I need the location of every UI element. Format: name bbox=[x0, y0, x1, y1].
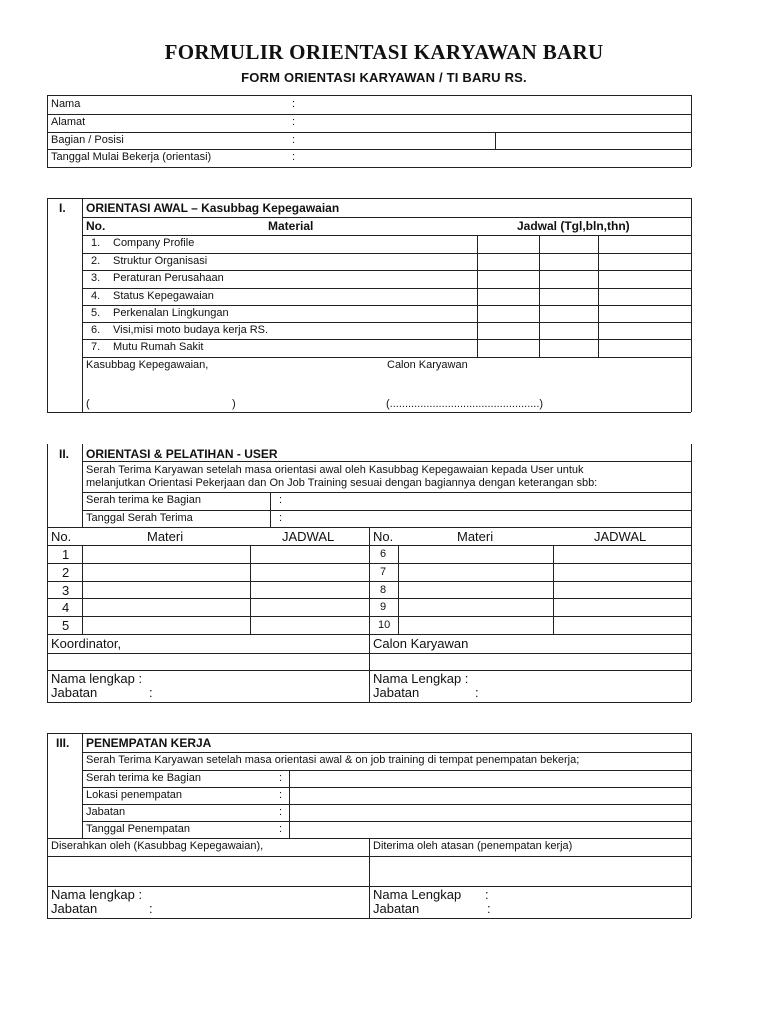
field-label-jabatan: Jabatan bbox=[373, 901, 420, 916]
colon: : bbox=[292, 134, 296, 146]
section-description-line2: melanjutkan Orientasi Pekerjaan dan On Job Training sesuai dengan bagiannya dengan keterangan sbb: bbox=[86, 477, 598, 489]
row-number: 1 bbox=[62, 547, 70, 562]
colon: : bbox=[149, 901, 153, 916]
section-description: Serah Terima Karyawan setelah masa orientasi awal & on job training di tempat penempatan bekerja; bbox=[86, 754, 580, 766]
section-description-line1: Serah Terima Karyawan setelah masa orientasi awal oleh Kasubbag Kepegawaian kepada User untuk bbox=[86, 464, 584, 476]
item-number: 3. bbox=[91, 272, 101, 284]
colon: : bbox=[292, 98, 296, 110]
colon: : bbox=[279, 512, 283, 524]
row-number: 6 bbox=[380, 548, 387, 560]
item-number: 4. bbox=[91, 290, 101, 302]
colon: : bbox=[279, 494, 283, 506]
item-number: 6. bbox=[91, 324, 101, 336]
row-number: 8 bbox=[380, 584, 387, 596]
column-header-jadwal: JADWAL bbox=[282, 529, 335, 544]
signature-label-diterima: Diterima oleh atasan (penempatan kerja) bbox=[373, 840, 573, 852]
field-label-jabatan: Jabatan bbox=[51, 685, 98, 700]
field-label-lokasi: Lokasi penempatan bbox=[86, 789, 183, 801]
item-number: 2. bbox=[91, 255, 101, 267]
column-header-no: No. bbox=[86, 219, 106, 233]
signature-paren-open: ( bbox=[86, 398, 90, 410]
signature-label-diserahkan: Diserahkan oleh (Kasubbag Kepegawaian), bbox=[51, 840, 264, 852]
row-number: 10 bbox=[378, 619, 391, 631]
identity-label-bagian: Bagian / Posisi bbox=[51, 134, 124, 146]
field-label-serah-terima: Serah terima ke Bagian bbox=[86, 772, 201, 784]
signature-paren-close: ) bbox=[232, 398, 236, 410]
signature-label-koordinator: Koordinator, bbox=[51, 636, 122, 651]
field-label-nama-lengkap: Nama Lengkap bbox=[373, 887, 462, 902]
row-number: 4 bbox=[62, 600, 70, 615]
section-number: III. bbox=[56, 736, 70, 750]
identity-label-alamat: Alamat bbox=[51, 116, 86, 128]
field-label-tanggal-serah: Tanggal Serah Terima bbox=[86, 512, 193, 524]
field-label-nama-lengkap: Nama Lengkap : bbox=[373, 671, 469, 686]
item-number: 5. bbox=[91, 307, 101, 319]
section-number: I. bbox=[59, 201, 66, 215]
column-header-materi: Materi bbox=[147, 529, 184, 544]
item-label: Perkenalan Lingkungan bbox=[113, 307, 229, 319]
signature-dotted-line: (.................................................) bbox=[386, 398, 544, 410]
field-label-serah-terima: Serah terima ke Bagian bbox=[86, 494, 201, 506]
item-number: 7. bbox=[91, 341, 101, 353]
section-number: II. bbox=[59, 447, 70, 461]
field-label-nama-lengkap: Nama lengkap : bbox=[51, 671, 143, 686]
field-label-nama-lengkap: Nama lengkap : bbox=[51, 887, 143, 902]
form-subtitle: FORM ORIENTASI KARYAWAN / TI BARU RS. bbox=[241, 70, 527, 85]
field-label-jabatan: Jabatan bbox=[51, 901, 98, 916]
field-label-tanggal-penempatan: Tanggal Penempatan bbox=[86, 823, 190, 835]
column-header-material: Material bbox=[268, 219, 314, 233]
section-title: ORIENTASI & PELATIHAN - USER bbox=[86, 447, 278, 461]
column-header-jadwal: JADWAL bbox=[594, 529, 647, 544]
section-title: ORIENTASI AWAL – Kasubbag Kepegawaian bbox=[86, 201, 340, 215]
colon: : bbox=[149, 685, 153, 700]
identity-label-nama: Nama bbox=[51, 98, 81, 110]
column-header-materi: Materi bbox=[457, 529, 494, 544]
item-label: Peraturan Perusahaan bbox=[113, 272, 224, 284]
row-number: 9 bbox=[380, 601, 387, 613]
item-label: Struktur Organisasi bbox=[113, 255, 208, 267]
form-title: FORMULIR ORIENTASI KARYAWAN BARU bbox=[164, 40, 604, 64]
column-header-jadwal: Jadwal (Tgl,bln,thn) bbox=[517, 219, 630, 233]
colon: : bbox=[487, 901, 491, 916]
item-number: 1. bbox=[91, 237, 101, 249]
column-header-no: No. bbox=[51, 529, 72, 544]
row-number: 3 bbox=[62, 583, 70, 598]
row-number: 2 bbox=[62, 565, 70, 580]
column-header-no: No. bbox=[373, 529, 394, 544]
signature-label-calon: Calon Karyawan bbox=[373, 636, 469, 651]
colon: : bbox=[279, 772, 283, 784]
item-label: Mutu Rumah Sakit bbox=[113, 341, 204, 353]
signature-label-calon: Calon Karyawan bbox=[387, 359, 468, 371]
item-label: Company Profile bbox=[113, 237, 195, 249]
colon: : bbox=[279, 806, 283, 818]
row-number: 7 bbox=[380, 566, 387, 578]
item-label: Visi,misi moto budaya kerja RS. bbox=[113, 324, 269, 336]
field-label-jabatan: Jabatan bbox=[373, 685, 420, 700]
identity-label-tanggal: Tanggal Mulai Bekerja (orientasi) bbox=[51, 151, 212, 163]
colon: : bbox=[279, 823, 283, 835]
field-label-jabatan: Jabatan bbox=[86, 806, 126, 818]
colon: : bbox=[292, 151, 296, 163]
section-title: PENEMPATAN KERJA bbox=[86, 736, 212, 750]
row-number: 5 bbox=[62, 618, 70, 633]
signature-label-kasubbag: Kasubbag Kepegawaian, bbox=[86, 359, 209, 371]
colon: : bbox=[475, 685, 479, 700]
colon: : bbox=[485, 887, 489, 902]
item-label: Status Kepegawaian bbox=[113, 290, 214, 302]
colon: : bbox=[279, 789, 283, 801]
colon: : bbox=[292, 116, 296, 128]
